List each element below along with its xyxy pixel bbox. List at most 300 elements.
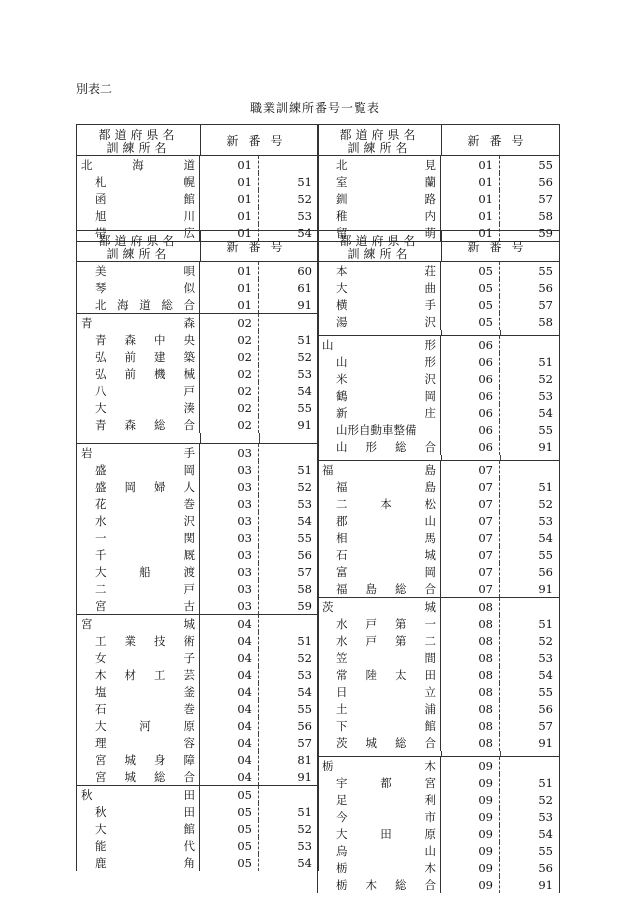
institute-name (77, 717, 200, 734)
table-row (318, 598, 559, 615)
prefecture-code: 05 (201, 837, 259, 854)
name-char: 城 (124, 752, 136, 767)
table-row (77, 365, 318, 382)
name-char: 山 (424, 843, 436, 858)
table-row (318, 734, 559, 751)
prefecture-code: 05 (442, 279, 500, 296)
table-row (318, 495, 559, 512)
institute-code (501, 598, 559, 615)
name-char: 総 (154, 417, 166, 432)
institute-code: 51 (538, 479, 553, 494)
institute-name (318, 580, 441, 597)
institute-name (318, 495, 441, 512)
name-char: 沢 (424, 314, 436, 329)
institute-name (318, 529, 441, 546)
institute-code: 54 (538, 405, 553, 420)
institute-code: 52 (538, 633, 553, 648)
table-row (77, 495, 318, 512)
institute-code: 56 (538, 174, 553, 189)
institute-code: 53 (297, 838, 312, 853)
prefecture-code: 03 (201, 512, 259, 529)
institute-code: 52 (538, 496, 553, 511)
table-row (77, 262, 318, 279)
institute-name (318, 700, 441, 717)
institute-code: 51 (538, 775, 553, 790)
institute-name (77, 461, 200, 478)
institute-code: 91 (297, 297, 312, 312)
prefecture-code: 05 (201, 854, 259, 871)
table-row (77, 348, 318, 365)
name-char: 陸 (365, 667, 377, 682)
name-char: 富 (336, 564, 348, 579)
name-char: 市 (424, 809, 436, 824)
name-char: 戸 (183, 581, 195, 596)
prefecture-code: 08 (442, 598, 500, 615)
name-char: 沢 (424, 371, 436, 386)
prefecture-group (318, 598, 559, 757)
institute-name (318, 336, 441, 353)
spacer-line (318, 455, 442, 460)
name-char: 曲 (424, 280, 436, 295)
name-char: 本 (336, 263, 348, 278)
name-char: 島 (424, 462, 436, 477)
name-char: 土 (336, 701, 348, 716)
name-char: 合 (424, 877, 436, 892)
name-char: 木 (424, 758, 436, 773)
name-char: 栃 (336, 877, 348, 892)
institute-name (318, 717, 441, 734)
institute-code: 56 (538, 860, 553, 875)
name-char: 女 (95, 650, 107, 665)
name-char: 留 (336, 225, 348, 240)
institute-name (77, 348, 200, 365)
prefecture-code: 06 (442, 404, 500, 421)
name-char: 総 (395, 581, 407, 596)
institute-name (77, 803, 200, 820)
spacer-line (318, 330, 442, 335)
table-row (318, 859, 559, 876)
name-char: 業 (124, 633, 136, 648)
name-char: 築 (183, 349, 195, 364)
prefecture-code: 08 (442, 717, 500, 734)
name-char: 湯 (336, 314, 348, 329)
prefecture-code: 09 (442, 842, 500, 859)
name-char: 森 (124, 417, 136, 432)
header-institute-label: 訓練所名 (106, 247, 171, 261)
name-char: 山 (424, 513, 436, 528)
name-char: 形 (365, 439, 377, 454)
prefecture-code: 08 (442, 734, 500, 751)
row-spacer (77, 438, 318, 443)
table-row (77, 786, 318, 803)
institute-name (77, 563, 200, 580)
name-char: 前 (124, 349, 136, 364)
table-row (77, 296, 318, 313)
prefecture-code: 04 (201, 632, 259, 649)
code-table (317, 230, 560, 893)
table-row (318, 279, 559, 296)
institute-name (77, 495, 200, 512)
institute-code: 52 (297, 349, 312, 364)
table-row (318, 461, 559, 478)
prefecture-code: 01 (442, 156, 500, 173)
institute-name (318, 207, 441, 224)
table-row (77, 700, 318, 717)
name-char: 利 (424, 792, 436, 807)
name-char: 手 (424, 297, 436, 312)
name-char: 本 (380, 496, 392, 511)
name-char: 田 (380, 826, 392, 841)
institute-code: 56 (297, 718, 312, 733)
name-char: 相 (336, 530, 348, 545)
name-char: 総 (154, 769, 166, 784)
prefecture-group (318, 757, 559, 893)
institute-code: 54 (297, 684, 312, 699)
name-char: 広 (183, 225, 195, 240)
institute-code: 51 (297, 804, 312, 819)
institute-code: 54 (538, 826, 553, 841)
name-char: 形 (424, 337, 436, 352)
name-char: 戸 (365, 616, 377, 631)
institute-code: 58 (297, 581, 312, 596)
table-row (318, 615, 559, 632)
prefecture-code: 04 (201, 700, 259, 717)
institute-code: 53 (297, 208, 312, 223)
name-char: 材 (124, 667, 136, 682)
prefecture-code: 02 (201, 348, 259, 365)
institute-name (77, 820, 200, 837)
name-char: 釧 (336, 191, 348, 206)
name-char: 第 (395, 633, 407, 648)
prefecture-code: 09 (442, 825, 500, 842)
name-char: 石 (95, 701, 107, 716)
institute-code: 53 (297, 667, 312, 682)
name-char: 木 (95, 667, 107, 682)
prefecture-code: 01 (442, 224, 500, 241)
table-row (77, 416, 318, 433)
name-char: 都 (380, 775, 392, 790)
institute-code: 91 (297, 769, 312, 784)
institute-code: 57 (297, 564, 312, 579)
header-name-col (318, 231, 442, 261)
name-char: 川 (183, 208, 195, 223)
institute-name (77, 529, 200, 546)
name-char: 湊 (183, 400, 195, 415)
name-char: 二 (424, 633, 436, 648)
spacer-line (442, 751, 501, 756)
prefecture-code: 05 (442, 313, 500, 330)
row-spacer (318, 330, 559, 335)
name-char: 蘭 (424, 174, 436, 189)
institute-name (77, 734, 200, 751)
table-row (318, 649, 559, 666)
name-char: 婦 (154, 479, 166, 494)
table-header (77, 124, 318, 156)
table-row (318, 421, 559, 438)
table-row (77, 173, 318, 190)
header-code-label: 新番号 (467, 133, 534, 148)
name-char: 大 (95, 400, 107, 415)
table-row (318, 512, 559, 529)
prefecture-code: 02 (201, 399, 259, 416)
name-char: 合 (424, 581, 436, 596)
name-char: 第 (395, 616, 407, 631)
header-prefecture-label: 都道府県名 (98, 128, 179, 142)
institute-code: 57 (538, 191, 553, 206)
name-char: 鶴 (336, 388, 348, 403)
table-row (318, 666, 559, 683)
header-prefecture-label: 都道府県名 (98, 234, 179, 248)
institute-name (318, 279, 441, 296)
name-char: 千 (95, 547, 107, 562)
name-char: 合 (183, 297, 195, 312)
institute-code: 59 (297, 598, 312, 613)
prefecture-code: 07 (442, 546, 500, 563)
name-char: 城 (183, 616, 195, 631)
institute-code: 56 (297, 547, 312, 562)
prefecture-code: 06 (442, 387, 500, 404)
table-row (318, 370, 559, 387)
institute-code: 55 (538, 263, 553, 278)
institute-code: 56 (538, 701, 553, 716)
institute-code: 52 (297, 821, 312, 836)
name-char: 塩 (95, 684, 107, 699)
header-name-col (77, 125, 201, 155)
name-char: 木 (365, 877, 377, 892)
name-char: 古 (183, 598, 195, 613)
institute-code: 54 (297, 225, 312, 240)
table-row (318, 757, 559, 774)
table-row (77, 461, 318, 478)
name-char: 身 (154, 752, 166, 767)
prefecture-code: 07 (442, 563, 500, 580)
header-institute-label: 訓練所名 (347, 247, 412, 261)
name-char: 芸 (183, 667, 195, 682)
name-char: 秋 (95, 804, 107, 819)
table-row (77, 717, 318, 734)
institute-code: 52 (538, 371, 553, 386)
name-char: 子 (183, 650, 195, 665)
institute-code (501, 336, 559, 353)
name-char: 宮 (424, 775, 436, 790)
institute-name (77, 700, 200, 717)
institute-name (77, 365, 200, 382)
prefecture-code: 02 (201, 382, 259, 399)
name-char: 機 (154, 366, 166, 381)
name-char: 弘 (95, 349, 107, 364)
prefecture-code: 08 (442, 683, 500, 700)
table-row (77, 529, 318, 546)
institute-name (77, 751, 200, 768)
institute-code: 51 (538, 616, 553, 631)
table-row (318, 313, 559, 330)
prefecture-code: 01 (442, 190, 500, 207)
name-char: 央 (183, 332, 195, 347)
prefecture-code: 06 (442, 336, 500, 353)
table-row (318, 563, 559, 580)
table-designation: 別表二 (76, 82, 113, 96)
prefecture-code: 05 (201, 803, 259, 820)
name-char: 岩 (81, 445, 93, 460)
prefecture-code: 07 (442, 580, 500, 597)
name-char: 工 (154, 667, 166, 682)
name-char: 太 (395, 667, 407, 682)
prefecture-group (318, 461, 559, 598)
name-char: 水 (336, 616, 348, 631)
name-char: 路 (424, 191, 436, 206)
name-char: 総 (395, 877, 407, 892)
prefecture-code: 02 (201, 365, 259, 382)
table-row (77, 734, 318, 751)
name-char: 米 (336, 371, 348, 386)
name-char: 田 (183, 787, 195, 802)
institute-code: 52 (538, 792, 553, 807)
page-title: 職業訓練所番号一覧表 (249, 101, 380, 115)
institute-name (318, 734, 441, 751)
institute-code: 58 (538, 208, 553, 223)
table-row (318, 774, 559, 791)
table-row (318, 825, 559, 842)
institute-code: 52 (297, 650, 312, 665)
institute-name (77, 632, 200, 649)
prefecture-group (77, 314, 318, 444)
prefecture-code: 08 (442, 615, 500, 632)
name-char: 青 (81, 315, 93, 330)
name-char: 海 (132, 157, 144, 172)
institute-name (318, 262, 441, 279)
name-char: 城 (424, 599, 436, 614)
prefecture-code: 04 (201, 717, 259, 734)
name-char: 巻 (183, 496, 195, 511)
institute-code: 54 (538, 667, 553, 682)
prefecture-group (77, 444, 318, 615)
name-char: 術 (183, 633, 195, 648)
code-table (76, 124, 319, 242)
table-row (77, 207, 318, 224)
institute-name (77, 207, 200, 224)
header-code-label: 新番号 (226, 133, 293, 148)
name-char: 厩 (183, 547, 195, 562)
table-row (77, 854, 318, 871)
institute-code: 55 (538, 547, 553, 562)
institute-code: 51 (297, 174, 312, 189)
name-char: 城 (365, 735, 377, 750)
table-row (77, 597, 318, 614)
table-row (77, 190, 318, 207)
institute-name (318, 156, 441, 173)
table-row (318, 156, 559, 173)
name-char: 横 (336, 297, 348, 312)
name-char: 茨 (322, 599, 334, 614)
name-char: 間 (424, 650, 436, 665)
name-char: 八 (95, 383, 107, 398)
name-char: 二 (336, 496, 348, 511)
prefecture-code: 03 (201, 478, 259, 495)
code-table (317, 124, 560, 242)
name-char: 原 (183, 718, 195, 733)
name-char: 稚 (336, 208, 348, 223)
header-prefecture-label: 都道府県名 (339, 128, 420, 142)
prefecture-code: 05 (442, 262, 500, 279)
table-row (318, 546, 559, 563)
name-char: 人 (183, 479, 195, 494)
name-char: 二 (95, 581, 107, 596)
table-header (318, 124, 559, 156)
table-row (318, 529, 559, 546)
institute-code: 55 (297, 530, 312, 545)
table-row (77, 382, 318, 399)
prefecture-code: 07 (442, 529, 500, 546)
name-char: 合 (424, 439, 436, 454)
prefecture-code: 04 (201, 683, 259, 700)
institute-name (77, 683, 200, 700)
name-char: 栃 (336, 860, 348, 875)
name-char: 宮 (95, 752, 107, 767)
prefecture-code: 07 (442, 495, 500, 512)
name-char: 前 (124, 366, 136, 381)
institute-name (318, 173, 441, 190)
prefecture-group (77, 262, 318, 314)
code-table (76, 230, 319, 871)
name-char: 釜 (183, 684, 195, 699)
prefecture-code: 08 (442, 666, 500, 683)
spacer-line (442, 455, 501, 460)
prefecture-code: 01 (201, 279, 259, 296)
institute-code (501, 461, 559, 478)
prefecture-code: 08 (442, 632, 500, 649)
institute-name (318, 683, 441, 700)
institute-code: 57 (538, 297, 553, 312)
institute-name (318, 563, 441, 580)
name-char: 総 (395, 439, 407, 454)
institute-name (77, 262, 200, 279)
name-char: 械 (183, 366, 195, 381)
table-row (77, 331, 318, 348)
prefecture-code: 05 (201, 820, 259, 837)
name-char: 水 (95, 513, 107, 528)
name-char: 合 (183, 417, 195, 432)
name-char: 立 (424, 684, 436, 699)
prefecture-code: 05 (442, 296, 500, 313)
name-char: 合 (183, 769, 195, 784)
name-char: 道 (139, 297, 151, 312)
table-row (318, 336, 559, 353)
institute-code: 54 (297, 383, 312, 398)
name-char: 技 (154, 633, 166, 648)
name-char: 宇 (336, 775, 348, 790)
name-char: 島 (424, 479, 436, 494)
institute-name (77, 331, 200, 348)
institute-code: 55 (538, 684, 553, 699)
name-char: 大 (336, 826, 348, 841)
table-row (318, 580, 559, 597)
institute-code: 51 (297, 332, 312, 347)
table-row (77, 563, 318, 580)
prefecture-code: 03 (201, 495, 259, 512)
name-char: 城 (424, 547, 436, 562)
prefecture-code: 09 (442, 757, 500, 774)
institute-name (318, 478, 441, 495)
name-char: 室 (336, 174, 348, 189)
spacer-line (77, 438, 201, 443)
prefecture-code: 02 (201, 314, 259, 331)
table-row (77, 837, 318, 854)
name-char: 北 (95, 297, 107, 312)
name-char: 田 (183, 804, 195, 819)
name-char: 笠 (336, 650, 348, 665)
institute-code: 51 (538, 354, 553, 369)
name-char: 盛 (95, 462, 107, 477)
